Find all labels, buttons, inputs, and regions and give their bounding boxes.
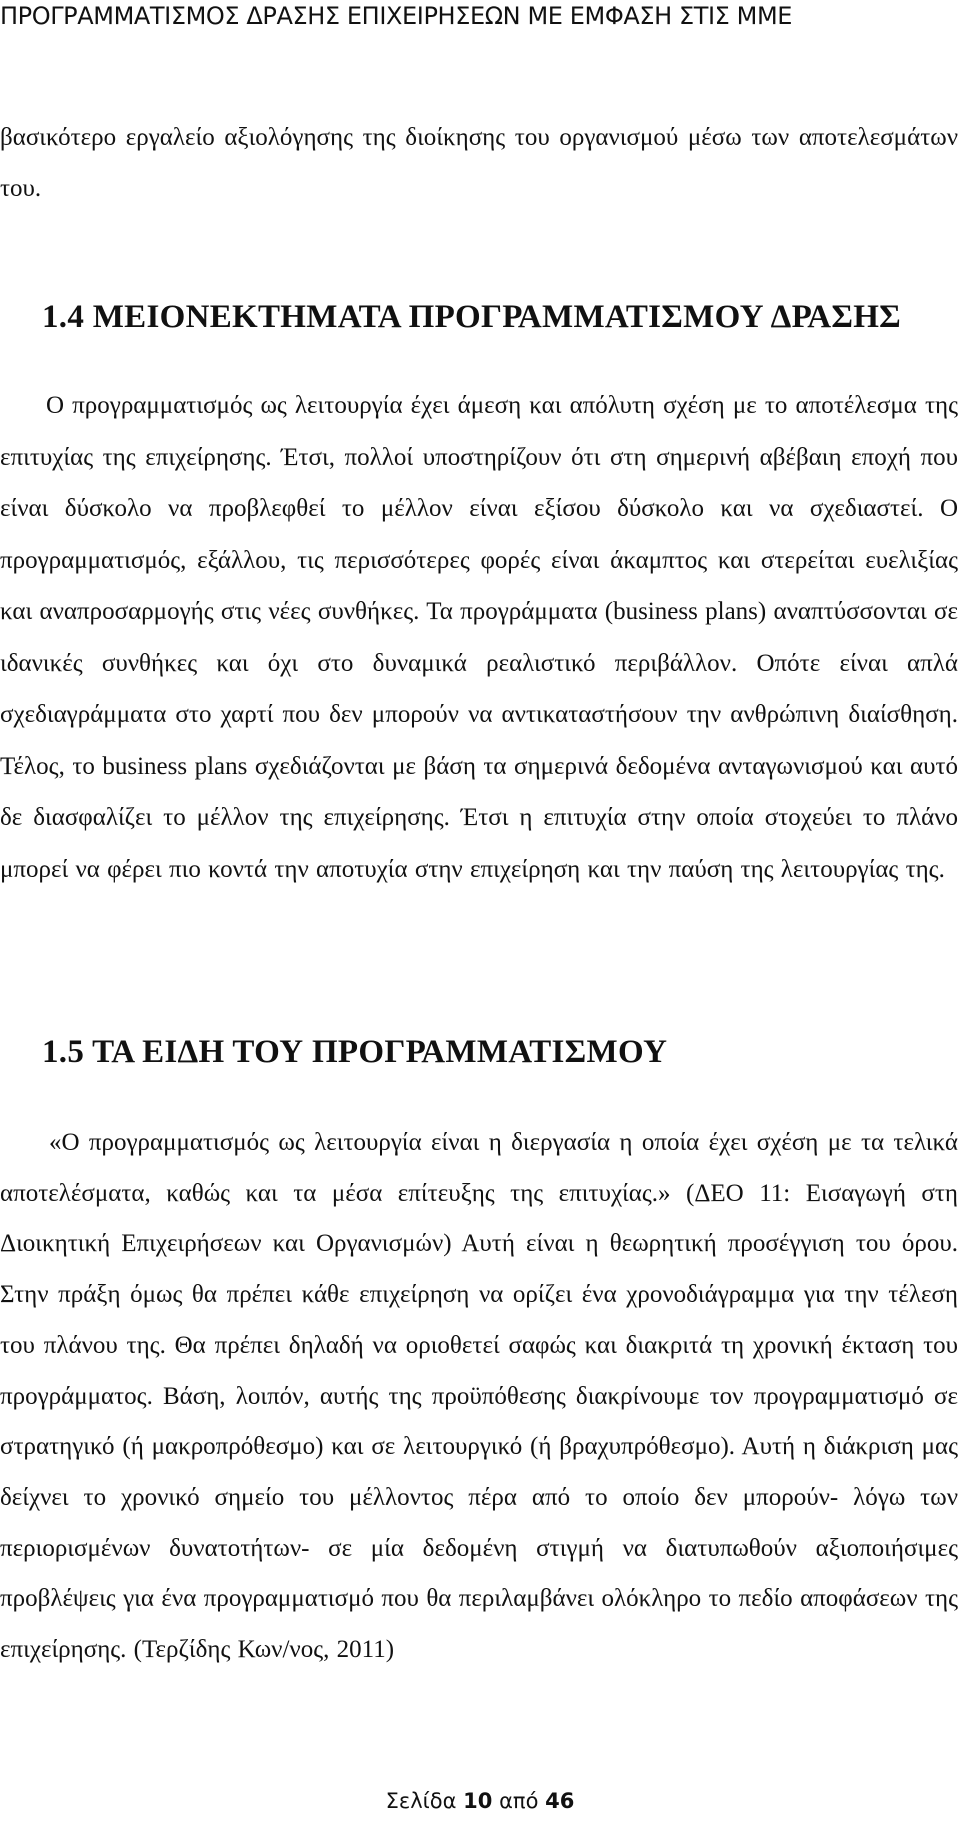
page-footer	[0, 1788, 960, 1814]
footer-page-number: 10	[463, 1789, 493, 1813]
section-heading-1-5: 1.5 ΤΑ ΕΙΔΗ ΤΟΥ ΠΡΟΓΡΑΜΜΑΤΙΣΜΟΥ	[42, 1034, 668, 1070]
footer-page-word: Σελίδα	[385, 1789, 457, 1813]
section-heading-1-4: 1.4 ΜΕΙΟΝΕΚΤΗΜΑΤΑ ΠΡΟΓΡΑΜΜΑΤΙΣΜΟΥ ΔΡΑΣΗΣ	[42, 299, 902, 335]
footer-total-pages: 46	[545, 1789, 575, 1813]
paragraph-types: «Ο προγραμματισμός ως λειτουργία είναι η διεργασία η οποία έχει σχέση με τα τελικά αποτελέσματα, καθώς και τα μέσα επίτευξης της επιτυχίας.» (ΔΕΟ 11: Εισαγωγή στη Διοικητική Επιχειρήσεων και Οργανισμών) Αυτή είναι η θεωρητική προσέγγιση του όρου. Στην πράξη όμως θα πρέπει κάθε επιχείρηση να ορίζει ένα χρονοδιάγραμμα για την τέλεση του πλάνου της. Θα πρέπει δηλαδή να οριοθετεί σαφώς και διακριτά τη χρονική έκταση του προγράμματος. Βάση, λοιπόν, αυτής της προϋπόθεσης διακρίνουμε τον προγραμματισμό σε στρατηγικό (ή μακροπρόθεσμο) και σε λειτουργικό (ή βραχυπρόθεσμο). Αυτή η διάκριση μας δείχνει το χρονικό σημείο του μέλλοντος πέρα από το οποίο δεν μπορούν- λόγω των περιορισμένων δυνατοτήτων- σε μία δεδομένη στιγμή να διατυπωθούν αξιοποιήσιμες προβλέψεις για ένα προγραμματισμό που θα περιλαμβάνει ολόκληρο το πεδίο αποφάσεων της επιχείρησης. (Τερζίδης Κων/νος, 2011)	[0, 1129, 958, 1664]
running-header: ΠΡΟΓΡΑΜΜΑΤΙΣΜΟΣ ΔΡΑΣΗΣ ΕΠΙΧΕΙΡΗΣΕΩΝ ΜΕ ΕΜΦΑΣΗ ΣΤΙΣ ΜΜΕ	[0, 2, 793, 30]
paragraph-continued: βασικότερο εργαλείο αξιολόγησης της διοίκησης του οργανισμού μέσω των αποτελεσμάτων του.	[0, 124, 958, 202]
footer-of-word: από	[499, 1789, 539, 1813]
paragraph-disadvantages: Ο προγραμματισμός ως λειτουργία έχει άμεση και απόλυτη σχέση με το αποτέλεσμα της επιτυχίας της επιχείρησης. Έτσι, πολλοί υποστηρίζουν ότι στη σημερινή αβέβαιη εποχή που είναι δύσκολο να προβλεφθεί το μέλλον είναι εξίσου δύσκολο και να σχεδιαστεί. Ο προγραμματισμός, εξάλλου, τις περισσότερες φορές είναι άκαμπτος και στερείται ευελιξίας και αναπροσαρμογής στις νέες συνθήκες. Τα προγράμματα (business plans) αναπτύσσονται σε ιδανικές συνθήκες και όχι στο δυναμικά ρεαλιστικό περιβάλλον. Οπότε είναι απλά σχεδιαγράμματα στο χαρτί που δεν μπορούν να αντικαταστήσουν την ανθρώπινη διαίσθηση. Τέλος, το business plans σχεδιάζονται με βάση τα σημερινά δεδομένα ανταγωνισμού και αυτό δε διασφαλίζει το μέλλον της επιχείρησης. Έτσι η επιτυχία στην οποία στοχεύει το πλάνο μπορεί να φέρει πιο κοντά την αποτυχία στην επιχείρηση και την παύση της λειτουργίας της.	[0, 392, 958, 883]
